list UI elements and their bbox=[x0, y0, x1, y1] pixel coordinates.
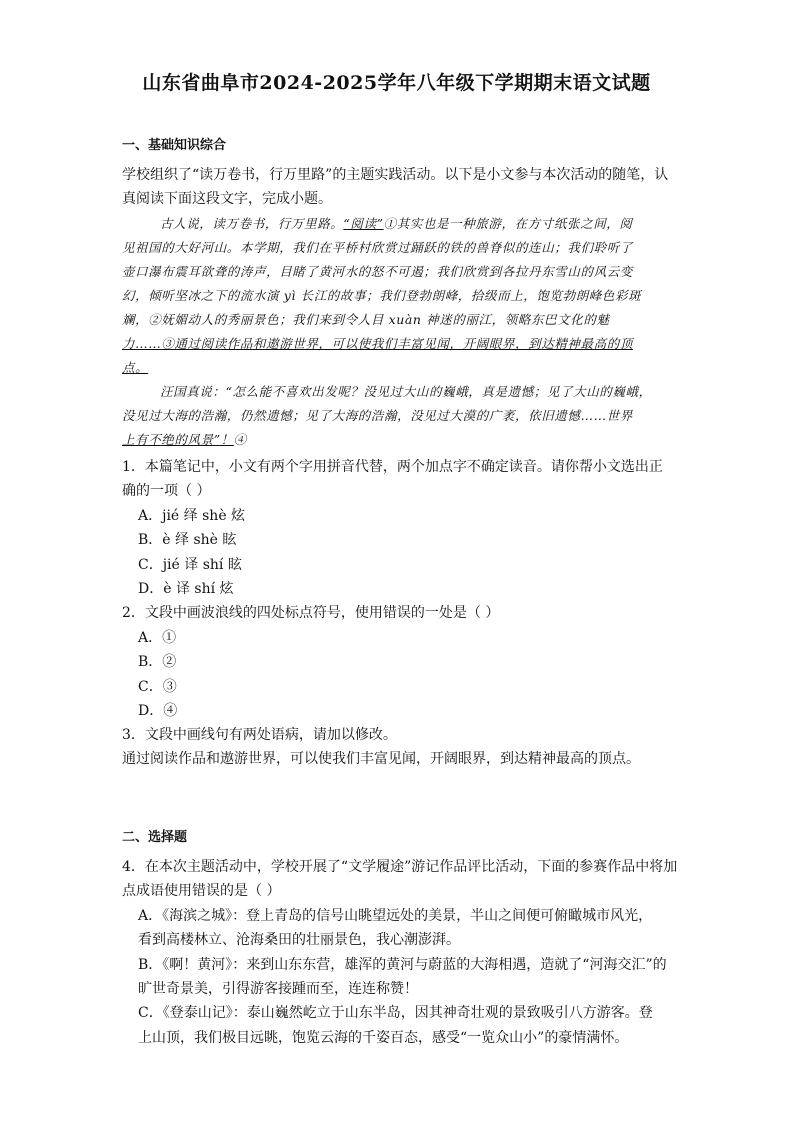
question-1-option-b[interactable]: B．è 绎 shè 眩 bbox=[138, 532, 237, 548]
question-4-option-c-line-1[interactable]: C．《登泰山记》：泰山巍然屹立于山东半岛，因其神奇壮观的景致吸引八方游客。登 bbox=[138, 1005, 653, 1021]
question-3-sentence: 通过阅读作品和遨游世界，可以使我们丰富见闻，开阔眼界，到达精神最高的顶点。 bbox=[122, 751, 640, 767]
passage-line-1 bbox=[160, 214, 633, 232]
passage-text: 斓， bbox=[122, 312, 149, 327]
question-2-option-d[interactable]: D．④ bbox=[138, 703, 178, 719]
passage-line-4: 幻，倾听坚冰之下的流水演 yì 长江的故事；我们登勃朗峰，拾级而上，饱览勃朗峰色彩斑 bbox=[122, 288, 642, 303]
question-2-stem: 2．文段中画波浪线的四处标点符号，使用错误的一处是（ ） bbox=[122, 605, 500, 621]
question-2-option-b[interactable]: B．② bbox=[138, 654, 177, 670]
passage-text: 古人说，读万卷书，行万里路。 bbox=[160, 216, 344, 231]
question-1-option-a[interactable]: A．jié 绎 shè 炫 bbox=[138, 508, 246, 524]
section-heading-basic: 一、基础知识综合 bbox=[122, 138, 227, 153]
passage-line-6 bbox=[122, 334, 633, 352]
passage-ellipsis: 力…… bbox=[122, 336, 162, 351]
passage-line-2: 见祖国的大好河山。本学期，我们在平桥村欣赏过踊跃的铁的兽脊似的连山；我们聆听了 bbox=[122, 240, 633, 255]
question-3-stem: 3．文段中画线句有两处语病，请加以修改。 bbox=[122, 727, 397, 743]
section-heading-choice: 二、选择题 bbox=[122, 830, 188, 845]
passage-text: 上有不绝的风景”！ bbox=[122, 432, 234, 447]
question-1-option-d[interactable]: D．è 译 shí 炫 bbox=[138, 581, 234, 597]
question-4-option-c-line-2[interactable]: 上山顶，我们极目远眺，饱览云海的千姿百态，感受“一览众山小”的豪情满怀。 bbox=[138, 1030, 629, 1046]
question-4-option-b-line-2[interactable]: 旷世奇景美，引得游客接踵而至，连连称赞！ bbox=[138, 981, 418, 997]
passage-text: ①其实也是一种旅游，在方寸纸张之间，阅 bbox=[383, 216, 633, 231]
passage-line-9: 没见过大海的浩瀚，仍然遗憾；见了大海的浩瀚，没见过大漠的广袤，依旧遗憾……世界 bbox=[122, 408, 633, 423]
passage-quoted-word: “阅读” bbox=[343, 216, 384, 231]
passage-line-3: 壶口瀑布震耳欲聋的涛声，目睹了黄河水的怒不可遏；我们欣赏到各拉丹东雪山的风云变 bbox=[122, 264, 633, 279]
question-4-stem-line-1: 4．在本次主题活动中，学校开展了“文学履途”游记作品评比活动，下面的参赛作品中将加 bbox=[122, 859, 678, 875]
question-2-option-c[interactable]: C．③ bbox=[138, 679, 177, 695]
question-4-option-a-line-2[interactable]: 看到高楼林立、沧海桑田的壮丽景色，我心潮澎湃。 bbox=[138, 932, 460, 948]
intro-line-2: 真阅读下面这段文字，完成小题。 bbox=[122, 191, 332, 207]
passage-marker: ④ bbox=[233, 432, 247, 447]
question-2-option-a[interactable]: A．① bbox=[138, 630, 177, 646]
passage-line-10 bbox=[122, 430, 247, 448]
question-1-stem-line-2: 确的一项（ ） bbox=[122, 483, 211, 499]
question-4-option-b-line-1[interactable]: B．《啊！黄河》：来到山东东营，雄浑的黄河与蔚蓝的大海相遇，造就了“河海交汇”的 bbox=[138, 957, 667, 973]
question-4-stem-line-2: 点成语使用错误的是（ ） bbox=[122, 883, 281, 899]
passage-underlined-sentence: ③通过阅读作品和遨游世界，可以使我们丰富见闻，开阔眼界，到达精神最高的顶 bbox=[161, 336, 633, 351]
passage-line-7: 点。 bbox=[122, 360, 149, 375]
page-title: 山东省曲阜市2024-2025学年八年级下学期期末语文试题 bbox=[142, 72, 651, 94]
question-4-option-a-line-1[interactable]: A．《海滨之城》：登上青岛的信号山眺望远处的美景，半山之间便可俯瞰城市风光， bbox=[138, 908, 653, 924]
passage-text: ②妩媚动人的秀丽景色；我们来到令人目 xuàn 神迷的丽江，领略东巴文化的魅 bbox=[148, 312, 610, 327]
intro-line-1: 学校组织了“读万卷书，行万里路”的主题实践活动。以下是小文参与本次活动的随笔，认 bbox=[122, 167, 669, 183]
passage-line-8: 汪国真说：“怎么能不喜欢出发呢？没见过大山的巍峨，真是遗憾；见了大山的巍峨， bbox=[160, 384, 652, 399]
passage-line-5 bbox=[122, 310, 610, 328]
question-1-option-c[interactable]: C．jié 译 shí 眩 bbox=[138, 557, 242, 573]
question-1-stem-line-1: 1．本篇笔记中，小文有两个字用拼音代替，两个加点字不确定读音。请你帮小文选出正 bbox=[122, 459, 663, 475]
